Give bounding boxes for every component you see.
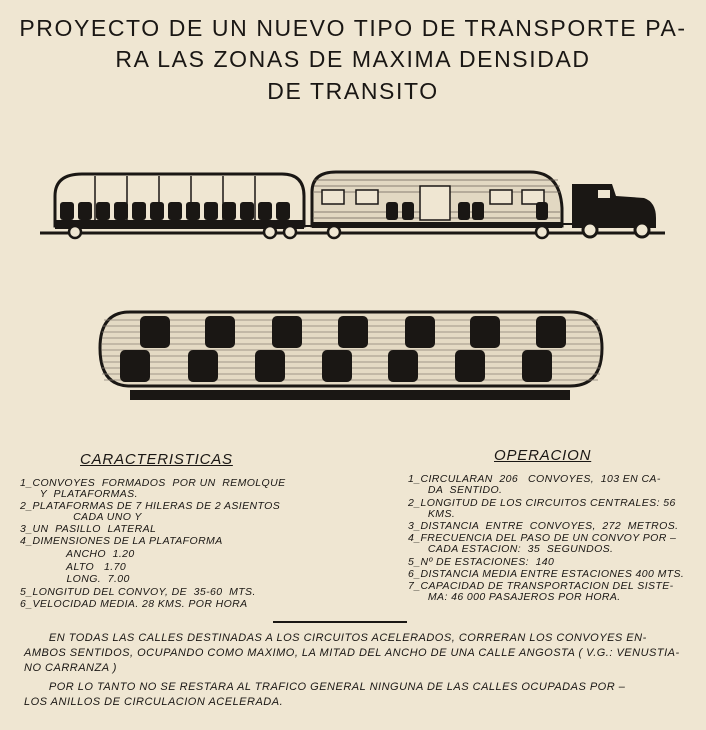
title-line-2: RA LAS ZONAS DE MAXIMA DENSIDAD: [115, 46, 591, 72]
list-item: 4_DIMENSIONES DE LA PLATAFORMA: [20, 535, 223, 547]
list-item: ALTO 1.70: [20, 561, 127, 573]
tractor-cab: [562, 184, 656, 237]
list-item: 1_CONVOYES FORMADOS POR UN REMOLQUE: [20, 477, 286, 489]
list-item: 1_CIRCULARAN 206 CONVOYES, 103 EN CA-: [408, 473, 661, 485]
section-divider: [273, 621, 407, 623]
title-line-3: DE TRANSITO: [267, 78, 439, 104]
list-item: 5_Nº DE ESTACIONES: 140: [408, 556, 555, 568]
list-item: 7_CAPACIDAD DE TRANSPORTACION DEL SISTE-: [408, 580, 674, 592]
list-item: Y PLATAFORMAS.: [20, 488, 138, 500]
open-platform-car: [55, 174, 304, 238]
list-item: CADA ESTACION: 35 SEGUNDOS.: [408, 543, 614, 555]
note-line: POR LO TANTO NO SE RESTARA AL TRAFICO GENERAL NINGUNA DE LAS CALLES OCUPADAS POR –: [24, 681, 626, 693]
caracteristicas-heading: CARACTERISTICAS: [80, 451, 233, 468]
list-item: DA SENTIDO.: [408, 484, 503, 496]
note-line: EN TODAS LAS CALLES DESTINADAS A LOS CIRCUITOS ACELERADOS, CORRERAN LOS CONVOYES EN-: [24, 632, 647, 644]
list-item: LONG. 7.00: [20, 573, 130, 585]
operacion-heading: OPERACION: [494, 447, 592, 464]
list-item: 2_PLATAFORMAS DE 7 HILERAS DE 2 ASIENTOS: [20, 500, 281, 512]
list-item: 2_LONGITUD DE LOS CIRCUITOS CENTRALES: 56: [408, 497, 676, 509]
note-line: NO CARRANZA ): [24, 662, 117, 674]
list-item: 3_DISTANCIA ENTRE CONVOYES, 272 METROS.: [408, 520, 679, 532]
list-item: 6_VELOCIDAD MEDIA. 28 KMS. POR HORA: [20, 598, 248, 610]
note-line: LOS ANILLOS DE CIRCULACION ACELERADA.: [24, 696, 284, 708]
list-item: 3_UN PASILLO LATERAL: [20, 523, 157, 535]
list-item: MA: 46 000 PASAJEROS POR HORA.: [408, 591, 621, 603]
note-line: AMBOS SENTIDOS, OCUPANDO COMO MAXIMO, LA MITAD DEL ANCHO DE UNA CALLE ANGOSTA ( V.G.: VENUSTIA-: [24, 647, 680, 659]
list-item: 6_DISTANCIA MEDIA ENTRE ESTACIONES 400 MTS.: [408, 568, 685, 580]
trailer-car: [312, 172, 562, 238]
train-side-view: [0, 168, 706, 248]
list-item: 4_FRECUENCIA DEL PASO DE UN CONVOY POR –: [408, 532, 677, 544]
list-item: ANCHO 1.20: [20, 548, 135, 560]
list-item: CADA UNO Y: [20, 511, 142, 523]
platform-top-view: [0, 308, 706, 408]
list-item: KMS.: [408, 508, 456, 520]
list-item: 5_LONGITUD DEL CONVOY, DE 35-60 MTS.: [20, 586, 256, 598]
title-line-1: PROYECTO DE UN NUEVO TIPO DE TRANSPORTE PA-: [19, 15, 687, 41]
